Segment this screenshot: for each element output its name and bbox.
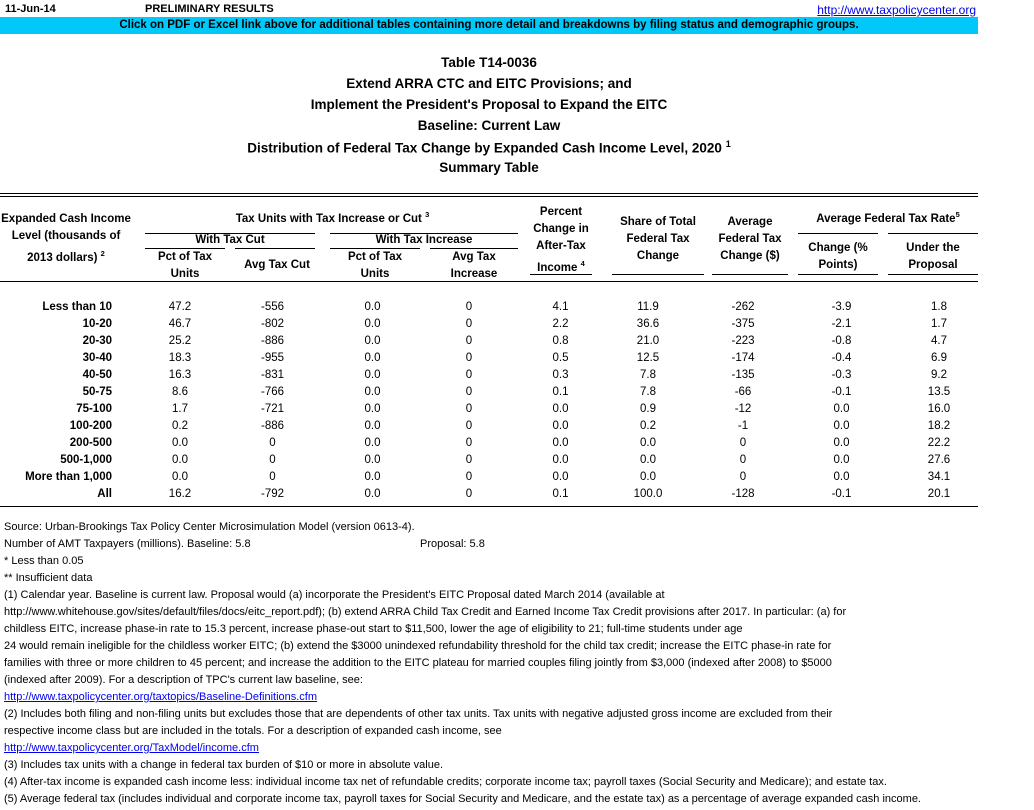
cell-share: 0.9 <box>640 403 656 415</box>
cell-rate-change: 0.0 <box>833 420 850 432</box>
cell-share: 21.0 <box>636 335 660 347</box>
cell-pct-change: 0.0 <box>552 471 569 483</box>
footnote-2: (2) Includes both filing and non-filing units but excludes those that are dependents of other tax units. Tax units with negative adjusted gross income are excluded from their <box>4 708 833 720</box>
cell-cut-pct: 0.0 <box>172 471 188 483</box>
table-id: Table T14-0036 <box>441 55 537 70</box>
cell-cut-pct: 0.2 <box>172 420 188 432</box>
cell-pct-change: 0.1 <box>552 488 569 500</box>
cell-pct-change: 0.5 <box>552 352 569 364</box>
footnote-1: families with three or more children to 45 percent; and increase the addition to the EITC plateau for married couples filing jointly from $3,000 (indexed after 2008) to $5000 <box>4 657 832 669</box>
cell-rate: 34.1 <box>927 471 951 483</box>
cell-inc-pct: 0.0 <box>364 369 381 381</box>
income-definition-link[interactable]: http://www.taxpolicycenter.org/TaxModel/income.cfm <box>4 742 259 754</box>
table-row <box>0 469 988 486</box>
table-row <box>0 384 988 401</box>
cell-level: 20-30 <box>82 335 112 347</box>
cell-rate: 1.8 <box>931 301 947 313</box>
cell-rate-change: -0.4 <box>831 352 852 364</box>
cell-inc-avg: 0 <box>465 369 473 381</box>
col-group-tax-units: Tax Units with Tax Increase or Cut $^3$ <box>235 210 430 225</box>
cell-level: Less than 10 <box>42 301 112 313</box>
cell-rate: 16.0 <box>927 403 951 415</box>
cell-avg-change: -223 <box>731 335 755 347</box>
cell-cut-pct: 46.7 <box>168 318 192 330</box>
col-inc-avg: Avg Tax Increase <box>450 251 498 280</box>
col-inc-pct: Pct of Tax Units <box>347 251 403 280</box>
footnote-3: (3) Includes tax units with a change in federal tax burden of $10 or more in absolute value. <box>4 759 444 771</box>
cell-inc-avg: 0 <box>465 488 473 500</box>
footnote-1: (indexed after 2009). For a description of TPC's current law baseline, see: <box>4 674 363 686</box>
cell-cut-avg: -556 <box>260 301 285 313</box>
cell-inc-avg: 0 <box>465 420 473 432</box>
cell-cut-avg: 0 <box>269 454 276 466</box>
cell-inc-avg: 0 <box>465 301 473 313</box>
table-row <box>0 452 988 469</box>
title-line-2: Implement the President's Proposal to Expand the EITC <box>310 97 668 112</box>
header-bottom-rule <box>0 281 978 282</box>
cell-cut-pct: 16.3 <box>168 369 192 381</box>
cell-inc-pct: 0.0 <box>364 352 381 364</box>
cell-avg-change: 0 <box>739 437 747 449</box>
cell-inc-avg: 0 <box>465 403 473 415</box>
title-line-5: Summary Table <box>439 160 539 175</box>
data-table <box>0 299 988 503</box>
col-group-avg-rate: Average Federal Tax Rate$^5$ <box>816 210 960 225</box>
cell-inc-pct: 0.0 <box>364 318 381 330</box>
cell-share: 36.6 <box>636 318 660 330</box>
cell-share: 0.2 <box>640 420 656 432</box>
cell-share: 100.0 <box>633 488 663 500</box>
footnote-4: (4) After-tax income is expanded cash income less: individual income tax net of refundable credits; corporate income tax; payroll taxes (Social Security and Medicare); and estate tax. <box>4 776 887 788</box>
cell-level: More than 1,000 <box>25 471 112 483</box>
underline-sub <box>888 274 978 275</box>
cell-pct-change: 0.0 <box>552 420 569 432</box>
footnote-5: (5) Average federal tax (includes individual and corporate income tax, payroll taxes for Social Security and Medicare, and the estate tax) as a percentage of average expanded cash income. <box>4 793 921 805</box>
col-rate-change: Change (% Points) <box>808 242 868 271</box>
footnote-2: respective income class but are included in the totals. For a description of expanded cash income, see <box>4 725 502 737</box>
cell-cut-pct: 25.2 <box>168 335 192 347</box>
cell-inc-pct: 0.0 <box>364 471 381 483</box>
cell-cut-avg: -886 <box>260 420 285 432</box>
cell-rate: 18.2 <box>927 420 951 432</box>
cell-inc-avg: 0 <box>465 471 473 483</box>
cell-avg-change: -262 <box>731 301 755 313</box>
cell-rate-change: 0.0 <box>833 471 850 483</box>
col-cut-avg: Avg Tax Cut <box>244 259 310 271</box>
cell-avg-change: -135 <box>731 369 755 381</box>
cell-level: 30-40 <box>82 352 112 364</box>
cell-cut-pct: 8.6 <box>172 386 188 398</box>
cell-rate: 20.1 <box>927 488 951 500</box>
table-row <box>0 486 988 503</box>
footnote-1: 24 would remain ineligible for the childless worker EITC; (b) extend the $3000 unindexed refundability threshold for the child tax credit; increase the EITC phase-in rate for <box>4 640 832 652</box>
cell-avg-change: 0 <box>739 454 747 466</box>
cell-rate-change: -0.1 <box>831 386 852 398</box>
status-label: PRELIMINARY RESULTS <box>145 3 274 15</box>
underline-sub <box>235 248 315 249</box>
underline-sub <box>798 274 878 275</box>
cell-avg-change: -174 <box>731 352 755 364</box>
col-share-total: Share of Total Federal Tax Change <box>620 216 696 262</box>
col-rate-proposal: Under the Proposal <box>906 242 960 271</box>
title-line-1: Extend ARRA CTC and EITC Provisions; and <box>346 76 632 91</box>
cell-cut-pct: 18.3 <box>168 352 192 364</box>
cell-pct-change: 0.3 <box>552 369 569 381</box>
cell-rate-change: -2.1 <box>831 318 852 330</box>
cell-inc-pct: 0.0 <box>364 386 381 398</box>
cell-level: 50-75 <box>82 386 112 398</box>
footnote-1: (1) Calendar year. Baseline is current law. Proposal would (a) incorporate the President's EITC Proposal dated March 2014 (available at <box>4 589 665 601</box>
col-group-with-increase: With Tax Increase <box>375 234 473 246</box>
table-row <box>0 418 988 435</box>
cell-cut-avg: -831 <box>260 369 285 381</box>
table-bottom-rule <box>0 506 978 507</box>
cell-avg-change: -128 <box>731 488 755 500</box>
cell-inc-pct: 0.0 <box>364 454 381 466</box>
col-income-level: Expanded Cash Income Level (thousands of 2013 dollars) $^2$ <box>1 213 131 264</box>
cell-level: 40-50 <box>82 369 112 381</box>
col-pct-change: Percent Change in After-Tax Income $^4$ <box>533 206 589 274</box>
cell-rate-change: -0.8 <box>831 335 852 347</box>
cell-rate: 27.6 <box>927 454 951 466</box>
cell-avg-change: -375 <box>731 318 755 330</box>
cell-cut-avg: -792 <box>260 488 285 500</box>
cell-cut-pct: 1.7 <box>172 403 188 415</box>
table-row <box>0 299 988 316</box>
cell-inc-avg: 0 <box>465 386 473 398</box>
cell-avg-change: -12 <box>734 403 752 415</box>
table-row <box>0 350 988 367</box>
cell-cut-pct: 47.2 <box>168 301 192 313</box>
cell-pct-change: 2.2 <box>552 318 569 330</box>
cell-pct-change: 0.8 <box>552 335 569 347</box>
cell-cut-avg: 0 <box>269 471 276 483</box>
cell-inc-pct: 0.0 <box>364 335 381 347</box>
table-row <box>0 367 988 384</box>
cell-pct-change: 0.0 <box>552 454 569 466</box>
cell-pct-change: 4.1 <box>552 301 569 313</box>
cell-cut-avg: 0 <box>269 437 276 449</box>
cell-inc-pct: 0.0 <box>364 301 381 313</box>
cell-cut-avg: -766 <box>260 386 285 398</box>
source-note: Source: Urban-Brookings Tax Policy Center Microsimulation Model (version 0613-4). <box>4 521 415 533</box>
tpc-website-link[interactable]: http://www.taxpolicycenter.org <box>817 3 976 17</box>
cell-rate: 4.7 <box>931 335 947 347</box>
cell-cut-avg: -886 <box>260 335 285 347</box>
cell-rate-change: -0.3 <box>831 369 852 381</box>
title-line-3: Baseline: Current Law <box>417 118 561 133</box>
cell-rate-change: 0.0 <box>833 403 850 415</box>
cell-share: 7.8 <box>640 386 656 398</box>
underline-rate <box>888 233 978 234</box>
cell-avg-change: 0 <box>739 471 747 483</box>
cell-rate: 9.2 <box>931 369 947 381</box>
cell-cut-pct: 0.0 <box>172 437 188 449</box>
table-top-rule <box>0 193 978 197</box>
cell-rate: 22.2 <box>927 437 951 449</box>
cell-level: 100-200 <box>69 420 112 432</box>
table-row <box>0 435 988 452</box>
cell-rate-change: 0.0 <box>833 437 850 449</box>
cell-pct-change: 0.1 <box>552 386 569 398</box>
cell-cut-avg: -955 <box>260 352 285 364</box>
cell-inc-avg: 0 <box>465 335 473 347</box>
footnote-1: childless EITC, increase phase-in rate to 15.3 percent, increase phase-out start to $11,500, lower the age of eligibility to 21; full-time students under age <box>4 623 743 635</box>
cell-avg-change: -66 <box>734 386 752 398</box>
cell-share: 0.0 <box>640 471 656 483</box>
cell-cut-avg: -721 <box>260 403 285 415</box>
cell-cut-avg: -802 <box>260 318 285 330</box>
col-cut-pct: Pct of Tax Units <box>157 251 213 280</box>
cell-inc-pct: 0.0 <box>364 488 381 500</box>
table-row <box>0 316 988 333</box>
underline-avg-change <box>712 274 788 275</box>
cell-rate-change: 0.0 <box>833 454 850 466</box>
table-row <box>0 401 988 418</box>
cell-level: 75-100 <box>76 403 112 415</box>
amt-note: Number of AMT Taxpayers (millions). Baseline: 5.8 <box>4 538 251 550</box>
footnote-1: http://www.whitehouse.gov/sites/default/files/docs/eitc_report.pdf); (b) extend ARRA Child Tax Credit and Earned Income Tax Credit provisions after 2017. In particular: (a) for <box>4 606 847 618</box>
insufficient-note: ** Insufficient data <box>4 572 93 584</box>
underline-share <box>612 274 704 275</box>
cell-share: 0.0 <box>640 454 656 466</box>
report-date: 11-Jun-14 <box>5 3 56 15</box>
cell-pct-change: 0.0 <box>552 437 569 449</box>
less-than-note: * Less than 0.05 <box>4 555 84 567</box>
cell-share: 12.5 <box>636 352 660 364</box>
cell-level: 200-500 <box>69 437 112 449</box>
cell-inc-avg: 0 <box>465 318 473 330</box>
cell-share: 11.9 <box>637 301 659 313</box>
info-banner: Click on PDF or Excel link above for additional tables containing more detail and breakdowns by filing status and demographic groups. <box>0 17 978 34</box>
cell-rate-change: -3.9 <box>831 301 852 313</box>
baseline-definitions-link[interactable]: http://www.taxpolicycenter.org/taxtopics/Baseline-Definitions.cfm <box>4 691 318 703</box>
cell-cut-pct: 16.2 <box>168 488 192 500</box>
cell-share: 7.8 <box>640 369 656 381</box>
col-group-with-cut: With Tax Cut <box>195 234 265 246</box>
cell-rate-change: -0.1 <box>831 488 852 500</box>
cell-inc-avg: 0 <box>465 454 473 466</box>
cell-avg-change: -1 <box>737 420 749 432</box>
cell-rate: 6.9 <box>931 352 947 364</box>
cell-inc-pct: 0.0 <box>364 403 381 415</box>
amt-proposal: Proposal: 5.8 <box>420 538 485 550</box>
underline-pct-change <box>530 274 592 275</box>
cell-share: 0.0 <box>640 437 656 449</box>
underline-rate <box>798 233 878 234</box>
cell-inc-avg: 0 <box>465 437 473 449</box>
cell-level: 10-20 <box>82 318 112 330</box>
cell-inc-pct: 0.0 <box>364 420 381 432</box>
cell-pct-change: 0.0 <box>552 403 569 415</box>
cell-level: All <box>97 488 112 500</box>
title-line-4: Distribution of Federal Tax Change by Expanded Cash Income Level, 2020 $^1$ <box>247 139 731 156</box>
col-avg-change: Average Federal Tax Change ($) <box>718 216 782 262</box>
table-row <box>0 333 988 350</box>
cell-inc-pct: 0.0 <box>364 437 381 449</box>
cell-inc-avg: 0 <box>465 352 473 364</box>
cell-level: 500-1,000 <box>60 454 112 466</box>
cell-cut-pct: 0.0 <box>172 454 188 466</box>
cell-rate: 13.5 <box>927 386 951 398</box>
cell-rate: 1.7 <box>931 318 947 330</box>
